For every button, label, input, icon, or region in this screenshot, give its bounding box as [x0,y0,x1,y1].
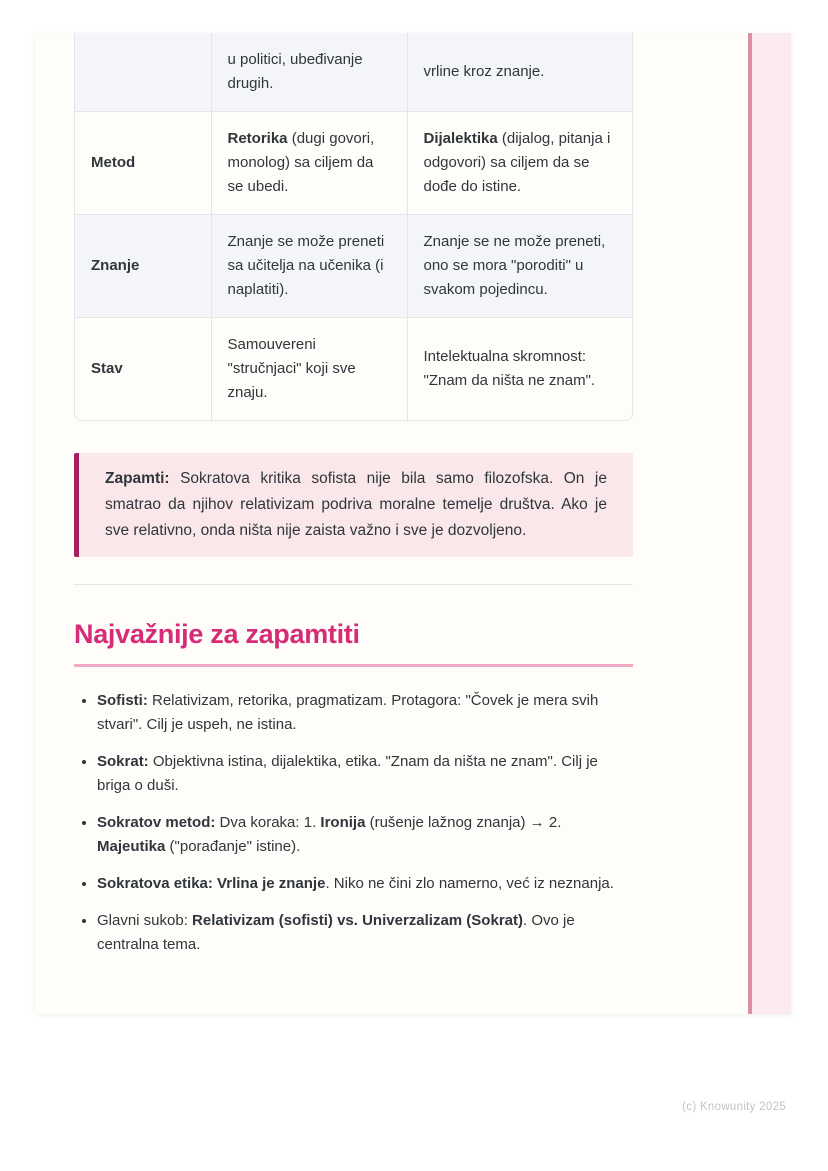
section-heading: Najvažnije za zapamtiti [74,617,633,667]
callout-text: Zapamti: Sokratova kritika sofista nije bila samo filozofska. On je smatrao da njihov relativizam podriva moralne temelje društva. Ako je sve relativno, onda ništa nije zaista važno i sve je dozvoljeno. [105,470,607,539]
table-cell-left: Retorika (dugi govori, monolog) sa ciljem da se ubedi. [211,112,407,215]
table-row-label [75,33,211,112]
section-divider [74,584,633,585]
summary-item: • Sokrat: Objektivna istina, dijalektika, etika. "Znam da ništa ne znam". Cilj je briga o duši. [97,750,633,798]
table-row-label: Znanje [75,215,211,318]
comparison-table [74,33,633,421]
table-cell-left: Samouvereni "stručnjaci" koji sve znaju. [211,318,407,421]
document-page [35,33,791,1014]
table-row [75,318,632,421]
summary-item: • Sokratov metod: Dva koraka: 1. Ironija (rušenje lažnog znanja) → 2. Majeutika ("porađanje" istine). [97,811,633,859]
table-cell-right: Znanje se ne može preneti, ono se mora "poroditi" u svakom pojedincu. [407,215,632,318]
copyright-footer: (c) Knowunity 2025 [682,1101,786,1113]
table-cell-left: u politici, ubeđivanje drugih. [211,33,407,112]
table-row-label: Metod [75,112,211,215]
table-cell-right: Intelektualna skromnost: "Znam da ništa ne znam". [407,318,632,421]
page-margin-stripe [748,33,791,1014]
table-row [75,33,632,112]
callout-note [74,453,633,557]
table-cell-left: Znanje se može preneti sa učitelja na učenika (i naplatiti). [211,215,407,318]
comparison-table-grid [75,33,632,420]
table-cell-right: Dijalektika (dijalog, pitanja i odgovori) sa ciljem da se dođe do istine. [407,112,632,215]
table-row [75,215,632,318]
table-row-label: Stav [75,318,211,421]
summary-item: • Sofisti: Relativizam, retorika, pragmatizam. Protagora: "Čovek je mera svih stvari". Cilj je uspeh, ne istina. [97,689,633,737]
summary-item: • Glavni sukob: Relativizam (sofisti) vs. Univerzalizam (Sokrat). Ovo je centralna tema. [97,909,633,957]
summary-list [74,689,633,957]
summary-item: • Sokratova etika: Vrlina je znanje. Niko ne čini zlo namerno, već iz neznanja. [97,872,633,896]
table-cell-right: vrline kroz znanje. [407,33,632,112]
table-row [75,112,632,215]
page-content [74,33,633,970]
